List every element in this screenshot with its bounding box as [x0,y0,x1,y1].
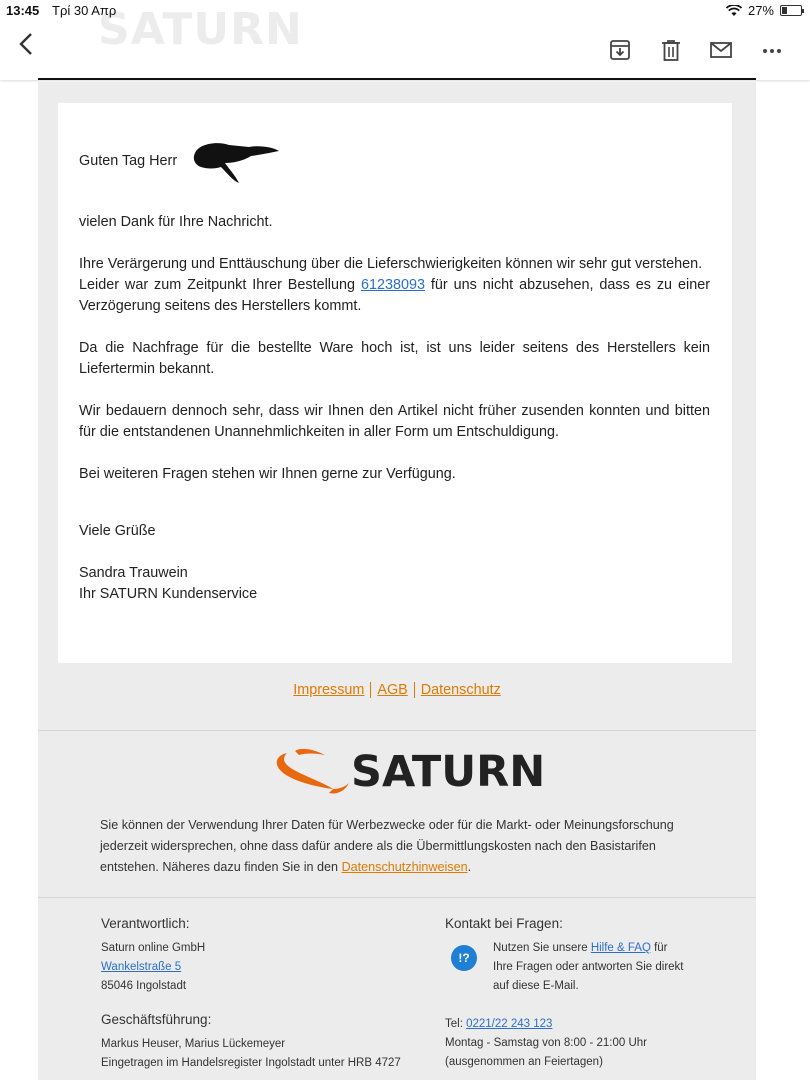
saturn-logo [273,747,546,797]
status-date: Τρί 30 Απρ [52,3,117,18]
datenschutz-link[interactable]: Datenschutz [420,682,501,698]
paragraph-1: vielen Dank für Ihre Nachricht. [79,214,273,230]
delete-button[interactable] [659,38,685,62]
street-link[interactable]: Wankelstraße 5 [101,961,182,973]
envelope-icon [709,38,733,62]
responsible-section [101,914,431,996]
battery-percent: 27% [747,3,774,18]
faq-line-3: auf diese E-Mail. [493,980,579,992]
impressum-link[interactable]: Impressum [293,682,365,698]
greeting [79,151,710,172]
sender-team: Ihr SATURN Kundenservice [79,586,258,602]
signature [79,563,710,605]
phone-link[interactable]: 0221/22 243 123 [466,1018,553,1030]
help-faq-icon: !? [451,945,477,971]
agb-link[interactable]: AGB [377,682,408,698]
privacy-end: . [467,860,472,874]
contact-heading: Kontakt bei Fragen: [445,916,563,931]
footer-links [38,682,756,698]
status-right [726,3,802,18]
email-body [38,82,756,1080]
mail-button[interactable] [709,38,735,62]
footer-separator [370,682,371,698]
paragraph-2b-post: für uns nicht abzusehen, dass es zu einer Verzögerung seitens des Herstellers kommt. [79,277,710,314]
management-names: Markus Heuser, Marius Lückemeyer [101,1038,286,1050]
management-section [101,1010,441,1073]
paragraph-3: Da die Nachfrage für die bestellte Ware hoch ist, ist uns leider seitens des Herstellers kein Liefertermin bekannt. [79,340,710,377]
more-button[interactable] [760,38,786,62]
faq-pre: Nutzen Sie unsere [493,942,591,954]
paragraph-2a: Ihre Verärgerung und Enttäuschung über die Lieferschwierigkeiten können wir sehr gut verstehen. [79,256,703,272]
sender-name: Sandra Trauwein [79,565,188,581]
closing: Viele Grüße [79,523,156,539]
paragraph-4: Wir bedauern dennoch sehr, dass wir Ihnen den Artikel nicht früher zusenden konnten und bitten für die entstandenen Unannehmlichkeiten in aller Form um Entschuldigung. [79,403,710,440]
phone-line [445,1015,745,1034]
wifi-icon [726,5,742,17]
archive-button[interactable] [608,38,634,62]
footer-divider-2 [38,897,756,898]
chevron-left-icon [18,32,34,56]
status-bar [0,0,810,22]
faq-text [445,939,745,996]
footer-divider [38,730,756,731]
battery-fill [782,7,787,14]
contact-section [445,914,745,1072]
tel-label: Tel: [445,1018,467,1030]
logo-wordmark: SATURN [351,747,546,797]
footer-separator [414,682,415,698]
paragraph-5: Bei weiteren Fragen stehen wir Ihnen gerne zur Verfügung. [79,466,456,482]
more-dots-icon [760,38,784,62]
status-time: 13:45 [6,3,40,18]
faq-post: für [650,942,668,954]
redacted-name [189,139,281,189]
holiday-note: (ausgenommen an Feiertagen) [445,1056,603,1068]
battery-icon [780,5,802,16]
faq-link[interactable]: Hilfe & FAQ [590,942,651,954]
company-name: Saturn online GmbH [101,942,206,954]
message-card [58,103,732,663]
management-heading: Geschäftsführung: [101,1012,212,1027]
privacy-notice [100,815,710,878]
register-info: Eingetragen im Handelsregister Ingolstadt unter HRB 4727 [101,1057,401,1069]
trash-icon [659,38,683,62]
paragraph-2 [79,254,710,317]
header-logo-word: SATURN [98,4,303,55]
back-button[interactable] [18,32,34,62]
opening-hours: Montag - Samstag von 8:00 - 21:00 Uhr [445,1037,647,1049]
greeting-text: Guten Tag Herr [79,153,178,169]
privacy-text: Sie können der Verwendung Ihrer Daten für Werbezwecke oder für die Markt- oder Meinungsforschung jederzeit widersprechen, ohne dass dafür andere als die Übermittlungskosten nach den Basistarifen entstehen. Näheres dazu finden Sie in den [100,818,674,874]
privacy-link[interactable]: Datenschutzhinweisen [341,860,468,874]
order-number-link[interactable]: 61238093 [360,277,425,293]
saturn-ring-icon [273,747,353,797]
paragraph-2b-pre: Leider war zum Zeitpunkt Ihrer Bestellung [79,277,361,293]
archive-icon [608,38,632,62]
responsible-heading: Verantwortlich: [101,916,190,931]
faq-line-2: Ihre Fragen oder antworten Sie direkt [493,961,684,973]
city: 85046 Ingolstadt [101,980,187,992]
